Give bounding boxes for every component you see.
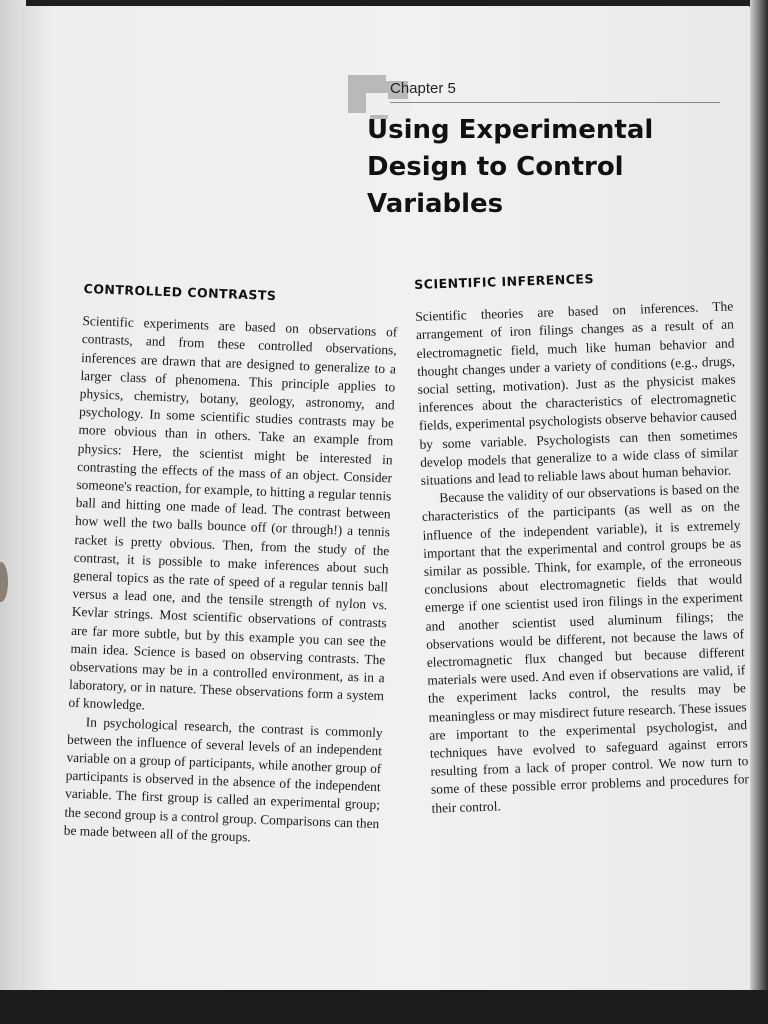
paragraph: In psychological research, the contrast is commonly between the influence of several levels of an independent variable on a group of participants, while another group of participants is observed in the absence of the independent variable. The first group is called an experimental group; the second group is a control group. Comparisons can then be made between all of the groups.: [63, 714, 383, 845]
section-heading-controlled-contrasts: CONTROLLED CONTRASTS: [83, 280, 277, 304]
paragraph: Scientific experiments are based on observations of contrasts, and from these controlled observations, inferences are drawn that are designed to generalize to a larger class of phenomena. This principle applies to physics, chemistry, botany, geology, astronomy, and psychology. In some scientific studies contrasts may be more obvious than in others. Take an example from physics: Here, the scientist might be interested in contrasting the effects of the mass of an object. Consider someone's reaction, for example, to hitting a regular tennis ball and hitting one made of lead. The contrast between how well the two balls bounce off (or through!) a tennis racket is pretty obvious. Then, from the study of the contrast, it is possible to make inferences about such general topics as the rate of speed of a regular tennis ball versus a lead one, and the tensile strength of nylon vs. Kevlar strings. Most scientific observations of contrasts are far more subtle, but by this example you can see the main idea. Science is based on observing contrasts. The observations may be in a controlled environment, as in a laboratory, or in nature. These observations form a system of knowledge.: [68, 313, 398, 713]
paragraph: Scientific theories are based on inferences. The arrangement of iron filings changes as a result of an electromagnetic field, much like human behavior and thought changes under a variety of conditions (e.g., drugs, social setting, motivation). Just as the physicist makes inferences about the characteristics of electromagnetic fields, experimental psychologists observe behavior caused by some variable. Psychologists can then sometimes develop models that generalize to a wide class of similar situations and lead to reliable laws about human behavior.: [415, 298, 739, 488]
paragraph: Because the validity of our observations is based on the characteristics of the participants (as well as on the influence of the independent variable), it is extremely important that the experimental and control groups be as similar as possible. Think, for example, of the erroneous conclusions about electromagnetic fields that would emerge if one scientist used iron filings in the experiment and another scientist used aluminum filings; the observations would be different, not because the laws of electromagnetic flux changed but because different materials were used. And even if observations are valid, if the experiment lacks control, the results may be meaningless or may misdirect future research. These issues are important to the experimental psychologist, and techniques have evolved to safeguard against errors resulting from a lack of proper control. We now turn to some of these possible error problems and procedures for their control.: [421, 480, 750, 816]
chapter-rule: [390, 102, 720, 103]
chapter-title: Using Experimental Design to Control Variables: [367, 115, 654, 219]
page-right-shadow: [750, 0, 768, 1024]
right-column: [414, 265, 750, 817]
chapter-marker-icon: [348, 75, 386, 113]
page-bottom-shadow: [0, 990, 768, 1024]
left-column: [63, 280, 398, 851]
chapter-label: Chapter 5: [390, 80, 456, 97]
section-heading-scientific-inferences: SCIENTIFIC INFERENCES: [414, 271, 595, 292]
